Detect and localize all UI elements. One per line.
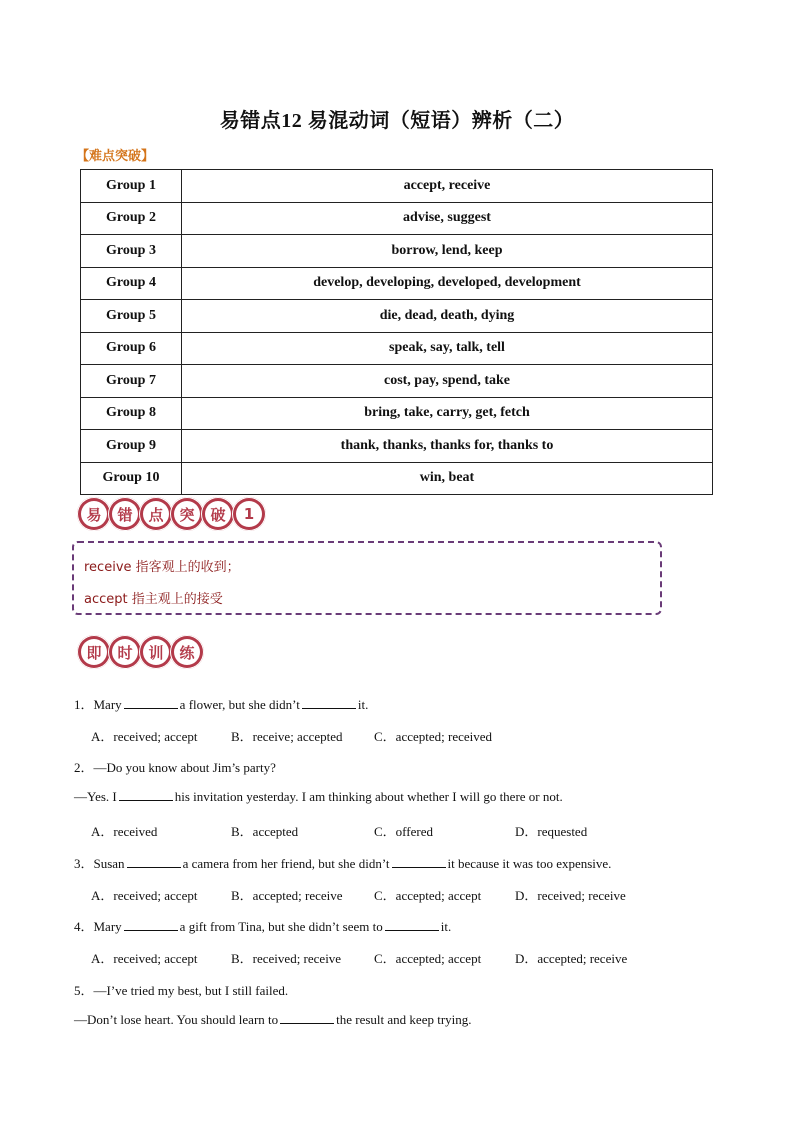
group-name: Group 10 <box>81 462 182 495</box>
answer-blank <box>280 1013 334 1024</box>
q2-option-d: D．requested <box>515 824 588 839</box>
badge-char: 突 <box>174 501 200 527</box>
group-row <box>81 300 713 333</box>
q4-option-b: B．received; receive <box>231 951 342 966</box>
section-label: 【难点突破】 <box>76 149 155 164</box>
group-name: Group 2 <box>81 202 182 235</box>
badge-char: 错 <box>112 501 138 527</box>
group-row <box>81 267 713 300</box>
group-words: cost, pay, spend, take <box>182 365 713 398</box>
badge-yicuodian-tupo-1 <box>77 497 263 531</box>
group-name: Group 3 <box>81 235 182 268</box>
note-box <box>72 541 662 615</box>
question-2-line-2: —Yes. I his invitation yesterday. I am thinking about whether I will go there or not. <box>74 789 563 804</box>
q3-option-a: A．received; accept <box>91 888 198 903</box>
badge-circle <box>170 635 204 669</box>
badge-circle <box>77 635 111 669</box>
q4-option-d: D．accepted; receive <box>515 951 628 966</box>
badge-circle <box>201 497 235 531</box>
group-name: Group 8 <box>81 397 182 430</box>
badge-circle <box>139 497 173 531</box>
badge-char: 易 <box>81 501 107 527</box>
group-row <box>81 462 713 495</box>
group-name: Group 5 <box>81 300 182 333</box>
badge-circle <box>139 635 173 669</box>
group-words: win, beat <box>182 462 713 495</box>
q4-option-c: C．accepted; accept <box>374 951 482 966</box>
answer-blank <box>392 857 446 868</box>
answer-blank <box>124 698 178 709</box>
question-4: 4．Mary a gift from Tina, but she didn’t seem to it. <box>74 919 452 934</box>
badge-char: 练 <box>174 639 200 665</box>
groups-table <box>80 169 713 495</box>
q3-option-c: C．accepted; accept <box>374 888 482 903</box>
group-words: thank, thanks, thanks for, thanks to <box>182 430 713 463</box>
group-words: advise, suggest <box>182 202 713 235</box>
group-words: die, dead, death, dying <box>182 300 713 333</box>
q1-option-c: C．accepted; received <box>374 729 493 744</box>
badge-char: 点 <box>143 501 169 527</box>
group-words: speak, say, talk, tell <box>182 332 713 365</box>
badge-char: 破 <box>205 501 231 527</box>
answer-blank <box>127 857 181 868</box>
group-row <box>81 365 713 398</box>
badge-char: 时 <box>112 639 138 665</box>
answer-blank <box>119 790 173 801</box>
q2-option-b: B．accepted <box>231 824 299 839</box>
answer-blank <box>302 698 356 709</box>
group-row <box>81 235 713 268</box>
answer-blank <box>124 920 178 931</box>
group-row <box>81 332 713 365</box>
q2-option-a: A．received <box>91 824 158 839</box>
question-5-line-2: —Don’t lose heart. You should learn to the result and keep trying. <box>74 1012 472 1027</box>
group-row <box>81 397 713 430</box>
q3-option-b: B．accepted; receive <box>231 888 343 903</box>
answer-blank <box>385 920 439 931</box>
badge-circle <box>108 635 142 669</box>
badge-circle <box>108 497 142 531</box>
note-accept: accept 指主观上的接受 <box>84 592 223 607</box>
group-name: Group 1 <box>81 170 182 203</box>
question-5-line-1: 5．—I’ve tried my best, but I still failed. <box>74 983 289 998</box>
badge-circle <box>170 497 204 531</box>
q3-option-d: D．received; receive <box>515 888 626 903</box>
group-words: borrow, lend, keep <box>182 235 713 268</box>
q4-option-a: A．received; accept <box>91 951 198 966</box>
group-words: accept, receive <box>182 170 713 203</box>
badge-circle <box>232 497 266 531</box>
badge-char: 1 <box>236 501 262 527</box>
group-name: Group 9 <box>81 430 182 463</box>
question-2-line-1: 2．—Do you know about Jim’s party? <box>74 760 276 775</box>
group-name: Group 6 <box>81 332 182 365</box>
badge-circle <box>77 497 111 531</box>
group-row <box>81 170 713 203</box>
q1-option-b: B．receive; accepted <box>231 729 343 744</box>
badge-char: 训 <box>143 639 169 665</box>
page-title: 易错点12 易混动词（短语）辨析（二） <box>219 110 575 132</box>
badge-char: 即 <box>81 639 107 665</box>
group-name: Group 4 <box>81 267 182 300</box>
group-row <box>81 202 713 235</box>
group-name: Group 7 <box>81 365 182 398</box>
note-receive: receive 指客观上的收到； <box>84 560 240 575</box>
badge-jishi-xunlian <box>77 635 201 669</box>
question-3: 3．Susan a camera from her friend, but she didn’t it because it was too expensive. <box>74 856 612 871</box>
group-row <box>81 430 713 463</box>
group-words: bring, take, carry, get, fetch <box>182 397 713 430</box>
q2-option-c: C．offered <box>374 824 433 839</box>
group-words: develop, developing, developed, development <box>182 267 713 300</box>
q1-option-a: A．received; accept <box>91 729 198 744</box>
question-1: 1．Mary a flower, but she didn’t it. <box>74 697 369 712</box>
